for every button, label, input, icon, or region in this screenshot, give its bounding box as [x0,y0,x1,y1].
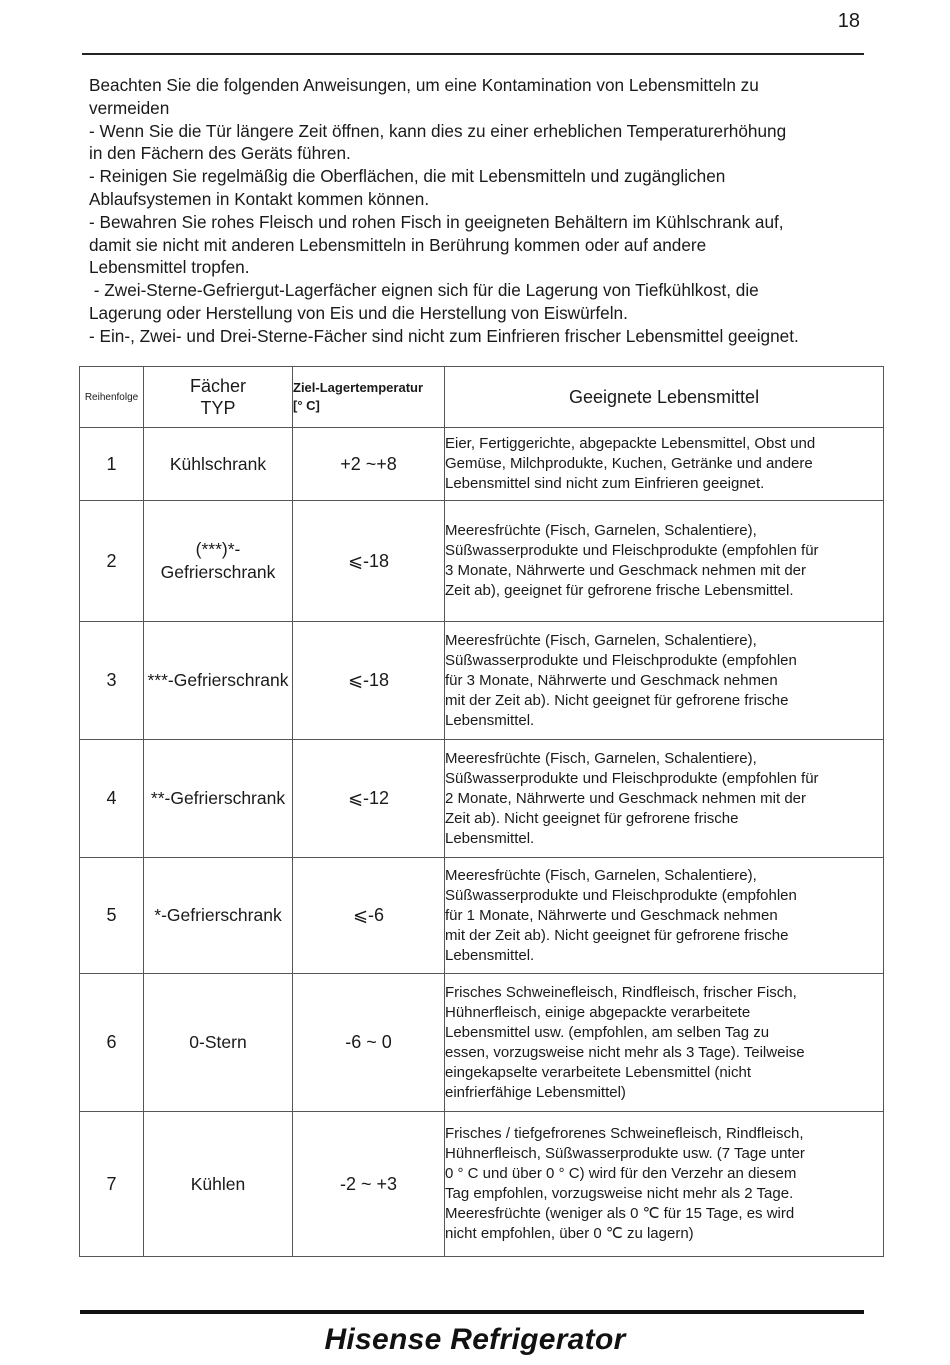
food-description-line: mit der Zeit ab). Nicht geeignet für gefrorene frische [445,926,789,944]
compartment-type-line: **-Gefrierschrank [150,788,286,808]
intro-line: damit sie nicht mit anderen Lebensmitteln in Berührung kommen oder auf andere [89,234,707,255]
header-temp-line: [° C] [293,398,320,413]
food-description-line: Süßwasserprodukte und Fleischprodukte (empfohlen für [445,542,819,559]
row-compartment-type [144,501,293,622]
row-compartment-type [144,858,293,974]
food-description-line: Süßwasserprodukte und Fleischprodukte (empfohlen [445,886,797,904]
intro-line: - Wenn Sie die Tür längere Zeit öffnen, kann dies zu einer erheblichen Temperaturerhöhung [89,120,787,141]
compartment-type-line: *-Gefrierschrank [154,905,282,925]
table-row [80,740,884,858]
row-suitable-food [445,974,884,1112]
row-order: 1 [80,428,144,501]
row-target-temperature: ⩽-12 [293,740,445,858]
compartment-type-line: Gefrierschrank [160,562,276,582]
food-description-line: Frisches / tiefgefrorenes Schweinefleisch, Rindfleisch, [445,1125,804,1142]
food-description-line: Lebensmittel. [445,946,535,964]
row-order: 2 [80,501,144,622]
table-body [80,428,884,1257]
row-compartment-type [144,428,293,501]
food-description-line: für 1 Monate, Nährwerte und Geschmack nehmen [445,906,778,924]
food-description-line: Lebensmittel usw. (empfohlen, am selben Tag zu [445,1023,770,1041]
row-order: 7 [80,1112,144,1257]
hygiene-instructions [89,74,879,348]
food-description-line: einfrierfähige Lebensmittel) [445,1083,626,1101]
food-description-line: mit der Zeit ab). Nicht geeignet für gefrorene frische [445,691,789,709]
food-description-line: Meeresfrüchte (Fisch, Garnelen, Schalentiere), [445,866,757,884]
intro-line: Lagerung oder Herstellung von Eis und die Herstellung von Eiswürfeln. [89,302,628,323]
header-target-temperature [293,367,445,428]
brand-footer: Hisense Refrigerator [324,1323,626,1356]
row-suitable-food [445,858,884,974]
food-description-line: Zeit ab). Nicht geeignet für gefrorene frische [445,809,739,827]
food-description-line: 2 Monate, Nährwerte und Geschmack nehmen mit der [445,789,807,807]
food-description-line: Süßwasserprodukte und Fleischprodukte (empfohlen für [445,769,819,787]
row-compartment-type [144,740,293,858]
food-description-line: Lebensmittel sind nicht zum Einfrieren geeignet. [445,475,765,492]
compartment-type-line: 0-Stern [189,1032,247,1052]
table-row [80,858,884,974]
header-temp-line: Ziel-Lagertemperatur [293,380,424,395]
food-description-line: Meeresfrüchte (Fisch, Garnelen, Schalentiere), [445,631,757,649]
row-suitable-food [445,622,884,740]
row-order: 4 [80,740,144,858]
intro-line: Ablaufsystemen in Kontakt kommen können. [89,188,430,209]
food-description-line: Frisches Schweinefleisch, Rindfleisch, frischer Fisch, [445,983,797,1001]
row-target-temperature: -6 ~ 0 [293,974,445,1112]
row-order: 6 [80,974,144,1112]
table-row [80,428,884,501]
compartment-type-line: ***-Gefrierschrank [147,670,289,690]
row-suitable-food [445,501,884,622]
compartment-type-line: (***)*- [195,539,241,559]
table-row [80,974,884,1112]
table-row [80,622,884,740]
food-description-line: Tag empfohlen, vorzugsweise nicht mehr als 2 Tage. [445,1185,794,1202]
row-target-temperature: -2 ~ +3 [293,1112,445,1257]
header-type-line: TYP [200,398,236,418]
food-description-line: Meeresfrüchte (Fisch, Garnelen, Schalentiere), [445,522,757,539]
food-description-line: Hühnerfleisch, einige abgepackte verarbeitete [445,1003,751,1021]
food-description-line: essen, vorzugsweise nicht mehr als 3 Tage). Teilweise [445,1043,805,1061]
food-description-line: Lebensmittel. [445,829,535,847]
row-target-temperature: ⩽-18 [293,501,445,622]
row-target-temperature: ⩽-18 [293,622,445,740]
row-suitable-food [445,740,884,858]
food-description-line: Lebensmittel. [445,711,535,729]
row-order: 5 [80,858,144,974]
food-description-line: eingekapselte verarbeitete Lebensmittel (nicht [445,1063,752,1081]
food-description-line: Meeresfrüchte (weniger als 0 ℃ für 15 Tage, es wird [445,1205,795,1222]
row-suitable-food [445,428,884,501]
row-target-temperature: +2 ~+8 [293,428,445,501]
intro-line: vermeiden [89,97,170,118]
food-description-line: nicht empfohlen, über 0 ℃ zu lagern) [445,1225,694,1242]
intro-line: Beachten Sie die folgenden Anweisungen, um eine Kontamination von Lebensmitteln zu [89,75,759,95]
table-row [80,1112,884,1257]
row-compartment-type [144,1112,293,1257]
food-description-line: 3 Monate, Nährwerte und Geschmack nehmen mit der [445,562,807,579]
row-compartment-type [144,974,293,1112]
row-suitable-food [445,1112,884,1257]
row-compartment-type [144,622,293,740]
food-description-line: Gemüse, Milchprodukte, Kuchen, Getränke und andere [445,455,813,472]
intro-line: - Reinigen Sie regelmäßig die Oberflächen, die mit Lebensmitteln und zugänglichen [89,166,726,187]
row-order: 3 [80,622,144,740]
page-number: 18 [837,10,860,32]
compartment-type-line: Kühlen [190,1173,246,1194]
table-row [80,501,884,622]
compartment-type-line: Kühlschrank [169,453,267,474]
intro-line: - Ein-, Zwei- und Drei-Sterne-Fächer sind nicht zum Einfrieren frischer Lebensmittel geeignet. [89,325,799,346]
intro-line: - Bewahren Sie rohes Fleisch und rohen Fisch in geeigneten Behältern im Kühlschrank auf, [89,211,784,232]
table-header-row [80,367,884,428]
intro-line: - Zwei-Sterne-Gefriergut-Lagerfächer eignen sich für die Lagerung von Tiefkühlkost, die [89,280,759,301]
food-description-line: 0 ° C und über 0 ° C) wird für den Verzehr an diesem [445,1165,797,1182]
header-type-line: Fächer [189,376,247,396]
food-description-line: Zeit ab), geeignet für gefrorene frische Lebensmittel. [445,582,794,599]
food-description-line: Meeresfrüchte (Fisch, Garnelen, Schalentiere), [445,749,757,767]
intro-line: in den Fächern des Geräts führen. [89,143,351,164]
header-compartment-type [144,367,293,428]
header-order: Reihenfolge [80,367,144,428]
intro-line: Lebensmittel tropfen. [89,257,250,278]
header-divider [82,53,864,55]
food-description-line: Hühnerfleisch, Süßwasserprodukte usw. (7 Tage unter [445,1145,805,1162]
food-description-line: für 3 Monate, Nährwerte und Geschmack nehmen [445,671,778,689]
footer-divider [80,1310,864,1314]
storage-compartment-table [79,366,884,1257]
food-description-line: Süßwasserprodukte und Fleischprodukte (empfohlen [445,651,797,669]
row-target-temperature: ⩽-6 [293,858,445,974]
header-suitable-food: Geeignete Lebensmittel [445,367,884,428]
food-description-line: Eier, Fertiggerichte, abgepackte Lebensmittel, Obst und [445,435,816,452]
